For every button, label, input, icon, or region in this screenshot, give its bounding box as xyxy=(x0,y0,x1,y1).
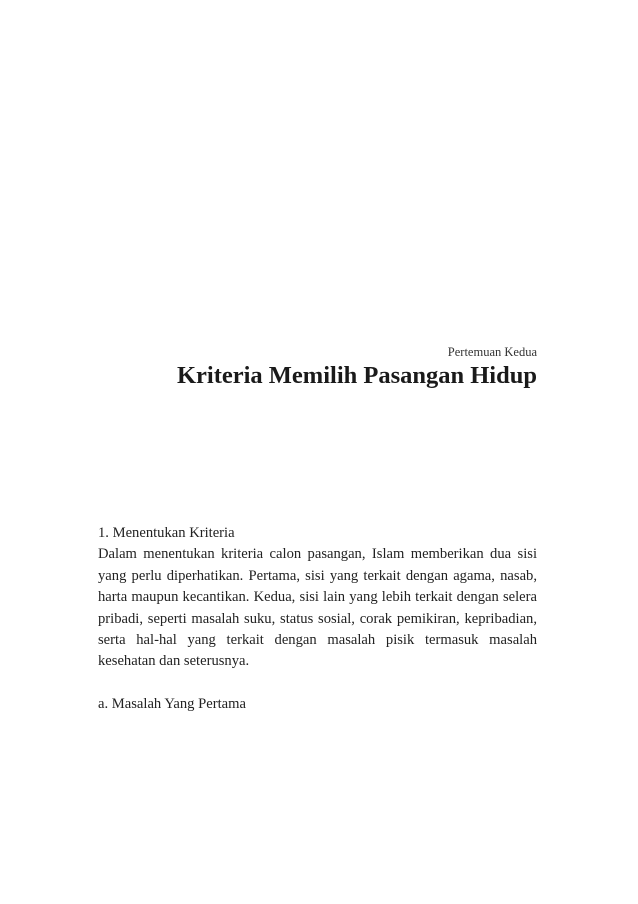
section-heading: 1. Menentukan Kriteria xyxy=(98,525,235,541)
body-content xyxy=(98,523,537,716)
chapter-label: Pertemuan Kedua xyxy=(447,345,537,359)
subsection-heading: a. Masalah Yang Pertama xyxy=(98,696,246,713)
chapter-title: Kriteria Memilih Pasangan Hidup xyxy=(176,362,537,389)
paragraph-spacer xyxy=(98,673,537,694)
body-paragraph: Dalam menentukan kriteria calon pasangan, Islam memberikan dua sisi yang perlu diperhatikan. Pertama, sisi yang terkait dengan agama, nasab, harta maupun kecantikan. Kedua, sisi lain yang lebih terkait dengan selera pribadi, seperti masalah suku, status sosial, corak pemikiran, kepribadian, serta hal-hal yang terkait dengan masalah pisik termasuk masalah kesehatan dan seterusnya. xyxy=(98,546,537,670)
